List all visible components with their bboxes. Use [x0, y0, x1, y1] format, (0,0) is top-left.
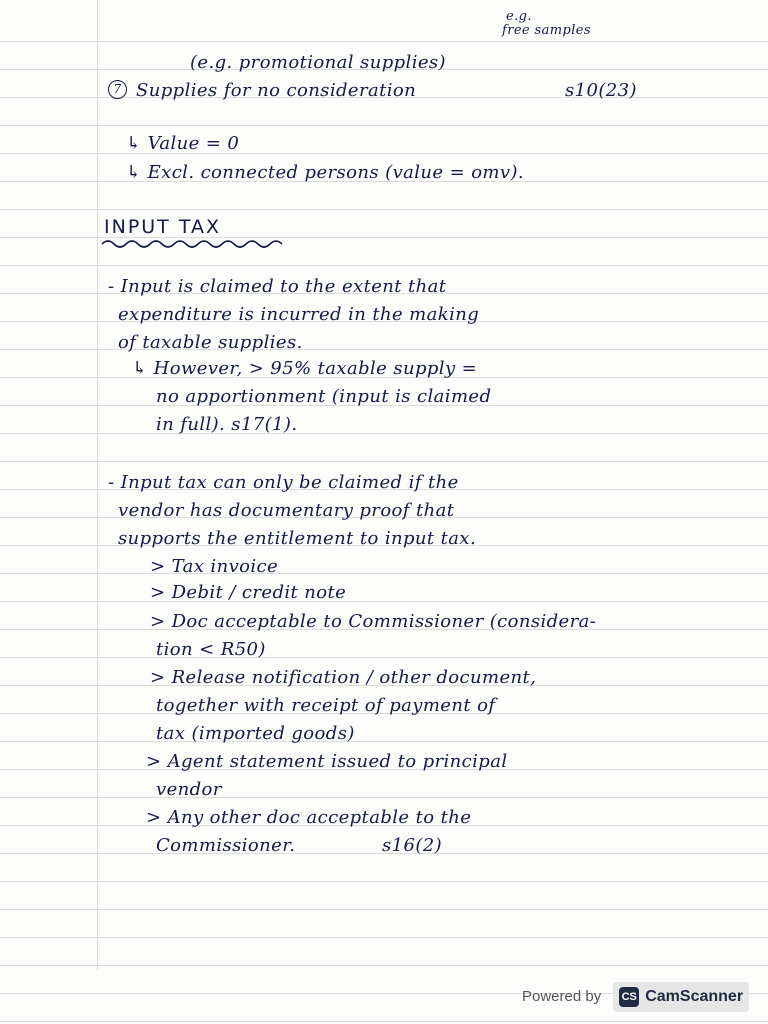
doc-item-release-line2: together with receipt of payment of [156, 695, 496, 716]
excl-connected-line: ↳ Excl. connected persons (value = omv). [126, 162, 525, 183]
item-number: 7 [113, 82, 122, 96]
note-free-samples: free samples [502, 23, 591, 38]
title-underline-squiggle [100, 236, 290, 250]
section-title: INPUT TAX [104, 216, 221, 238]
doc-item-other-line2: Commissioner. [156, 835, 296, 856]
bullet2-line3: supports the entitlement to input tax. [118, 528, 477, 549]
margin-line [97, 0, 98, 970]
doc-item-release-line3: tax (imported goods) [156, 723, 355, 744]
bullet1-line6: in full). s17(1). [156, 414, 298, 435]
doc-item-tax-invoice: > Tax invoice [150, 556, 279, 577]
camscanner-logo-icon: CS [619, 987, 639, 1007]
powered-by-label: Powered by [522, 988, 602, 1005]
doc-item-other-reference: s16(2) [382, 835, 443, 856]
item-number-circle [108, 80, 127, 99]
doc-item-debit-credit-note: > Debit / credit note [150, 582, 347, 603]
bullet1-line3: of taxable supplies. [118, 332, 303, 353]
doc-item-release-line1: > Release notification / other document, [150, 667, 537, 688]
supplies-no-consideration: Supplies for no consideration [136, 80, 417, 101]
value-zero-line: ↳ Value = 0 [126, 133, 240, 154]
bullet1-line2: expenditure is incurred in the making [118, 304, 480, 325]
bullet2-line1: - Input tax can only be claimed if the [108, 472, 459, 493]
camscanner-badge [613, 982, 749, 1012]
note-eg: e.g. [506, 9, 532, 24]
section-reference: s10(23) [565, 80, 637, 101]
bullet1-line1: - Input is claimed to the extent that [108, 276, 447, 297]
bullet2-line2: vendor has documentary proof that [118, 500, 455, 521]
doc-item-commissioner-line1: > Doc acceptable to Commissioner (considera- [150, 611, 597, 632]
doc-item-agent-line1: > Agent statement issued to principal [146, 751, 508, 772]
doc-item-other-line1: > Any other doc acceptable to the [146, 807, 472, 828]
bullet1-line5: no apportionment (input is claimed [156, 386, 492, 407]
doc-item-commissioner-line2: tion < R50) [156, 639, 266, 660]
camscanner-brand-name: CamScanner [645, 988, 744, 1005]
doc-item-agent-line2: vendor [156, 779, 222, 800]
promo-supplies-line: (e.g. promotional supplies) [190, 52, 446, 73]
bullet1-line4: ↳ However, > 95% taxable supply = [132, 358, 478, 379]
camscanner-watermark [522, 982, 758, 1012]
